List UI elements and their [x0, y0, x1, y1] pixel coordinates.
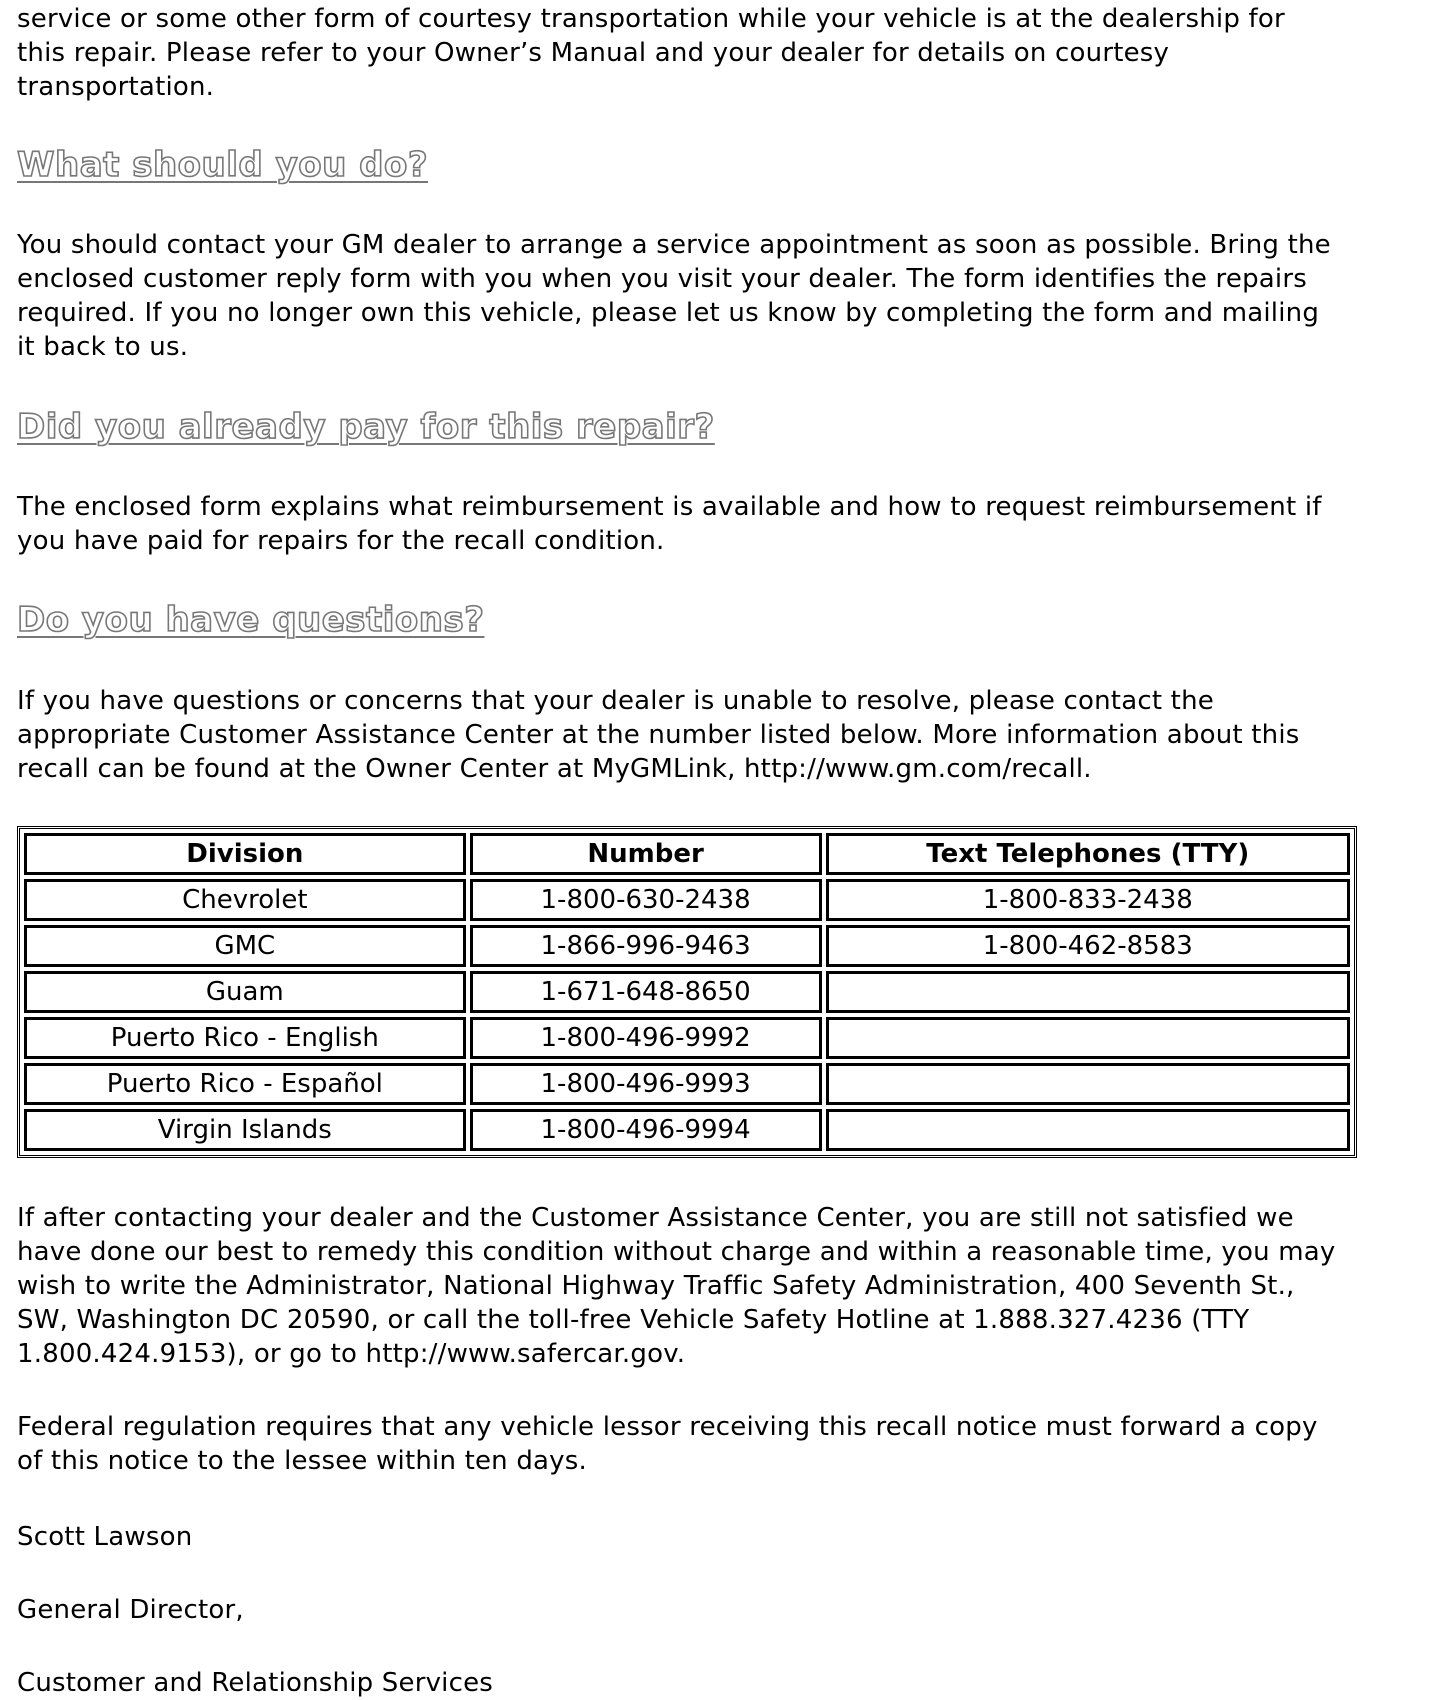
- intro-paragraph: [17, 2, 1285, 104]
- tty-cell: 1-800-462-8583: [826, 925, 1350, 967]
- already-paid-paragraph: [17, 490, 1322, 558]
- signature-name-block: [17, 1520, 192, 1554]
- intro-line: this repair. Please refer to your Owner’s Manual and your dealer for details on courtesy: [17, 38, 1170, 68]
- paragraph-line: The enclosed form explains what reimbursement is available and how to request reimbursement if: [17, 492, 1322, 522]
- table-row: [24, 1017, 1350, 1059]
- already-paid-heading: Did you already pay for this repair?: [17, 407, 715, 447]
- division-cell: Guam: [24, 971, 466, 1013]
- paragraph-line: SW, Washington DC 20590, or call the toll-free Vehicle Safety Hotline at 1.888.327.4236 (TTY: [17, 1305, 1250, 1335]
- signature-title: General Director,: [17, 1595, 244, 1625]
- what-should-you-do-paragraph: [17, 228, 1331, 364]
- number-cell: 1-800-496-9992: [470, 1017, 822, 1059]
- signature-name: Scott Lawson: [17, 1522, 193, 1552]
- division-cell: Puerto Rico - English: [24, 1017, 466, 1059]
- number-cell: 1-800-496-9993: [470, 1063, 822, 1105]
- signature-department-block: [17, 1666, 493, 1700]
- signature-department: Customer and Relationship Services: [17, 1668, 494, 1698]
- division-cell: Puerto Rico - Español: [24, 1063, 466, 1105]
- paragraph-line: it back to us.: [17, 332, 189, 362]
- division-cell: GMC: [24, 925, 466, 967]
- table-row: [24, 879, 1350, 921]
- table-row: [24, 1063, 1350, 1105]
- division-cell: Virgin Islands: [24, 1109, 466, 1151]
- customer-assistance-table: [17, 826, 1357, 1158]
- paragraph-line: wish to write the Administrator, National Highway Traffic Safety Administration, 400 Seventh St.,: [17, 1271, 1295, 1301]
- what-should-you-do-heading: What should you do?: [17, 145, 429, 185]
- number-cell: 1-866-996-9463: [470, 925, 822, 967]
- what-should-you-do-section: [17, 145, 428, 185]
- paragraph-line: If after contacting your dealer and the Customer Assistance Center, you are still not satisfied we: [17, 1203, 1294, 1233]
- paragraph-line: Federal regulation requires that any vehicle lessor receiving this recall notice must forward a copy: [17, 1412, 1318, 1442]
- paragraph-line: have done our best to remedy this condition without charge and within a reasonable time, you may: [17, 1237, 1336, 1267]
- paragraph-line: If you have questions or concerns that your dealer is unable to resolve, please contact the: [17, 686, 1214, 716]
- paragraph-line: you have paid for repairs for the recall condition.: [17, 526, 665, 556]
- questions-section: [17, 600, 484, 640]
- number-column-header: Number: [470, 833, 822, 875]
- paragraph-line: 1.800.424.9153), or go to http://www.safercar.gov.: [17, 1339, 686, 1369]
- table-header-row: [24, 833, 1350, 875]
- signature-title-block: [17, 1593, 244, 1627]
- already-paid-section: [17, 407, 715, 447]
- table-row: [24, 971, 1350, 1013]
- number-cell: 1-800-630-2438: [470, 879, 822, 921]
- lessor-paragraph: [17, 1410, 1318, 1478]
- tty-cell: [826, 971, 1350, 1013]
- number-cell: 1-800-496-9994: [470, 1109, 822, 1151]
- tty-cell: [826, 1109, 1350, 1151]
- intro-line: transportation.: [17, 72, 215, 102]
- table-row: [24, 1109, 1350, 1151]
- number-cell: 1-671-648-8650: [470, 971, 822, 1013]
- tty-column-header: Text Telephones (TTY): [826, 833, 1350, 875]
- paragraph-line: You should contact your GM dealer to arrange a service appointment as soon as possible. Bring the: [17, 230, 1331, 260]
- nhtsa-paragraph: [17, 1201, 1335, 1371]
- questions-heading: Do you have questions?: [17, 600, 485, 640]
- tty-cell: [826, 1063, 1350, 1105]
- paragraph-line: enclosed customer reply form with you when you visit your dealer. The form identifies the repairs: [17, 264, 1307, 294]
- questions-paragraph: [17, 684, 1300, 786]
- division-column-header: Division: [24, 833, 466, 875]
- paragraph-line: required. If you no longer own this vehicle, please let us know by completing the form and mailing: [17, 298, 1320, 328]
- paragraph-line: appropriate Customer Assistance Center at the number listed below. More information about this: [17, 720, 1300, 750]
- tty-cell: 1-800-833-2438: [826, 879, 1350, 921]
- table-row: [24, 925, 1350, 967]
- intro-line: service or some other form of courtesy transportation while your vehicle is at the dealership for: [17, 4, 1285, 34]
- paragraph-line: recall can be found at the Owner Center at MyGMLink, http://www.gm.com/recall.: [17, 754, 1092, 784]
- tty-cell: [826, 1017, 1350, 1059]
- division-cell: Chevrolet: [24, 879, 466, 921]
- paragraph-line: of this notice to the lessee within ten days.: [17, 1446, 587, 1476]
